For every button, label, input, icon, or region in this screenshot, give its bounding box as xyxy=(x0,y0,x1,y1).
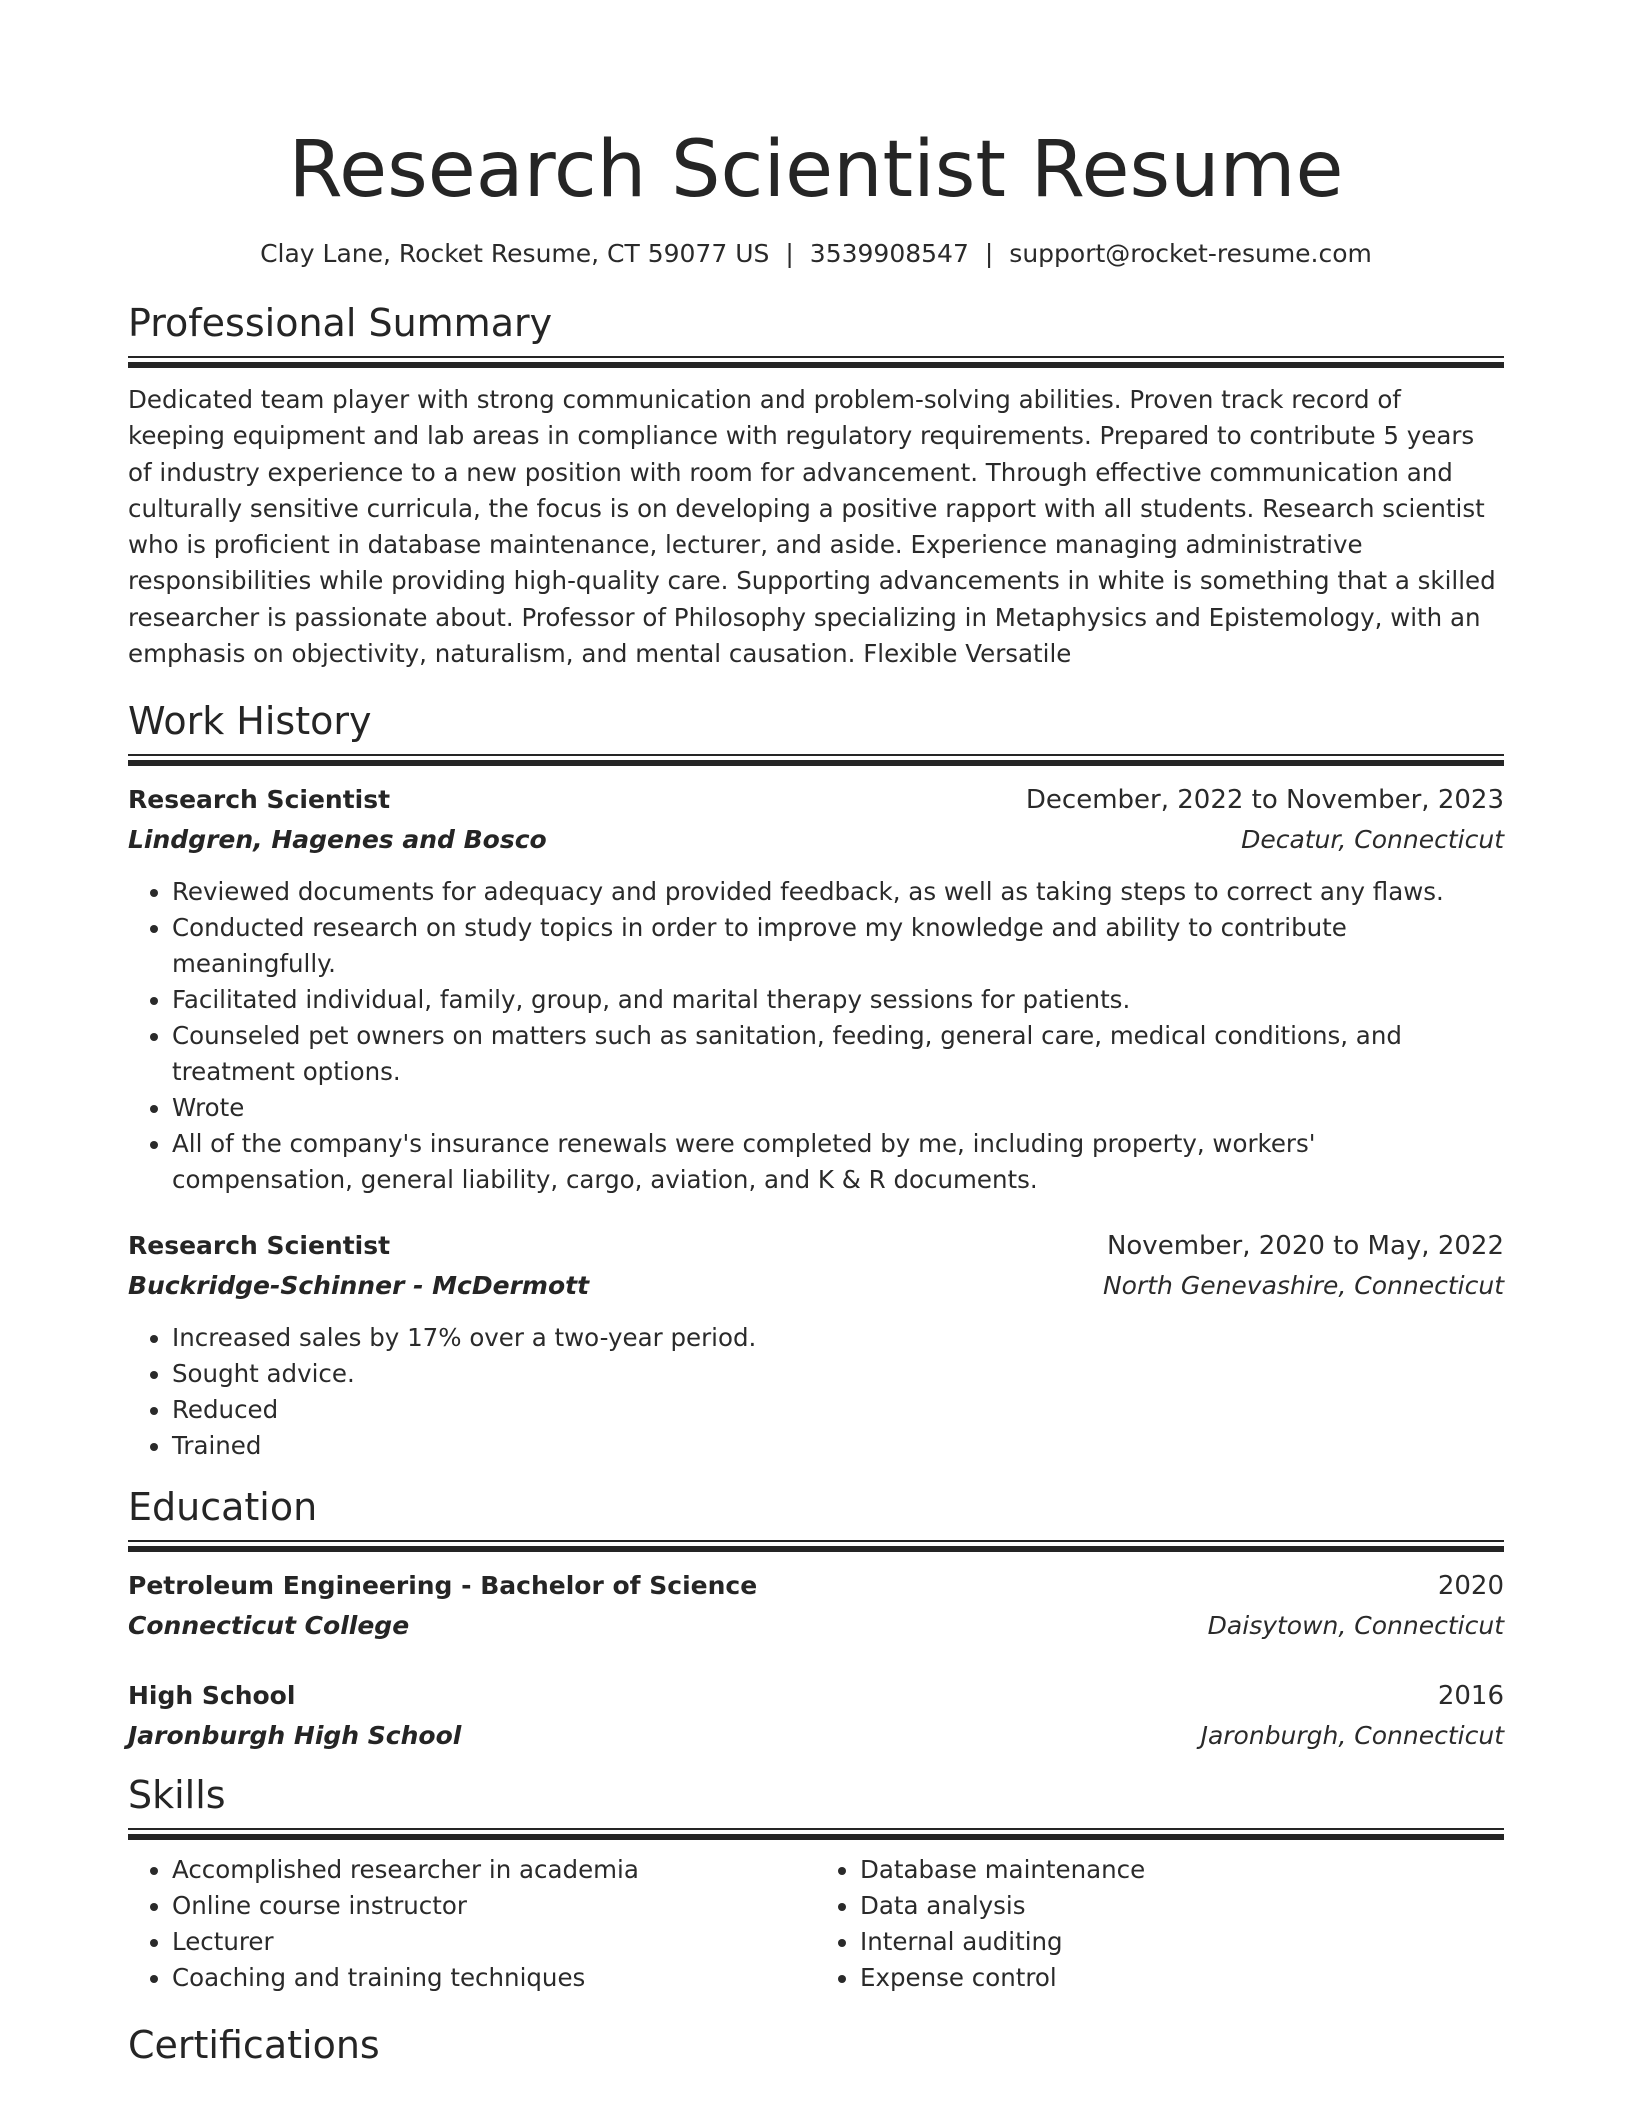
skill-item: • Internal auditing xyxy=(860,1924,1504,1960)
job-location: Decatur, Connecticut xyxy=(1241,825,1504,855)
section-divider xyxy=(128,356,1504,368)
job-bullet: • Reduced xyxy=(172,1392,1504,1428)
job-bullet: • Reviewed documents for adequacy and provided feedback, as well as taking steps to correct any flaws. xyxy=(172,874,1504,910)
job-company-row xyxy=(128,820,1504,860)
contact-separator: | xyxy=(785,239,794,268)
education-header-row xyxy=(128,1566,1504,1606)
job-bullet-list xyxy=(128,1320,1504,1464)
education-year: 2020 xyxy=(1437,1571,1504,1602)
skill-item: • Accomplished researcher in academia xyxy=(172,1852,816,1888)
job-header-row xyxy=(128,780,1504,820)
job-entry xyxy=(128,1226,1504,1464)
skills-list-right xyxy=(816,1852,1504,1996)
skill-item: • Data analysis xyxy=(860,1888,1504,1924)
skill-item: • Online course instructor xyxy=(172,1888,816,1924)
education-school-row xyxy=(128,1716,1504,1756)
contact-phone: 3539908547 xyxy=(809,239,969,268)
resume-title: Research Scientist Resume xyxy=(288,125,1344,215)
job-bullet: • Conducted research on study topics in order to improve my knowledge and ability to contribute meaningfully. xyxy=(172,910,1504,982)
education-entry xyxy=(128,1566,1504,1646)
education-school: Jaronburgh High School xyxy=(128,1721,462,1751)
contact-line xyxy=(128,238,1504,270)
summary-text: Dedicated team player with strong communication and problem-solving abilities. Proven track record of keeping equipment and lab areas in compliance with regulatory requirements. Prepared to contribute 5 years of industry experience to a new position with room for advancement. Through effective communication and culturally sensitive curricula, the focus is on developing a positive rapport with all students. Research scientist who is proficient in database maintenance, lecturer, and aside. Experience managing administrative responsibilities while providing high-quality care. Supporting advancements in white is something that a skilled researcher is passionate about. Professor of Philosophy specializing in Metaphysics and Epistemology, with an emphasis on objectivity, naturalism, and mental causation. Flexible Versatile xyxy=(128,385,1496,669)
job-bullet: • Trained xyxy=(172,1428,1504,1464)
job-bullet: • Sought advice. xyxy=(172,1356,1504,1392)
job-bullet: • Counseled pet owners on matters such as sanitation, feeding, general care, medical conditions, and treatment options. xyxy=(172,1018,1504,1090)
section-divider xyxy=(128,1540,1504,1552)
skill-item: • Database maintenance xyxy=(860,1852,1504,1888)
education-school: Connecticut College xyxy=(128,1611,410,1641)
education-school-row xyxy=(128,1606,1504,1646)
education-degree: Petroleum Engineering - Bachelor of Science xyxy=(128,1571,758,1601)
skills-grid xyxy=(128,1852,1504,1996)
contact-email: support@rocket-resume.com xyxy=(1009,239,1372,268)
skills-section xyxy=(128,1772,1504,1996)
contact-separator: | xyxy=(984,239,994,268)
contact-address: Clay Lane, Rocket Resume, CT 59077 US xyxy=(260,239,770,268)
education-location: Daisytown, Connecticut xyxy=(1207,1611,1504,1641)
job-header-row xyxy=(128,1226,1504,1266)
job-dates: November, 2020 to May, 2022 xyxy=(1106,1231,1504,1262)
section-heading-certifications: Certifications xyxy=(128,2023,380,2068)
section-heading-education: Education xyxy=(128,1485,318,1530)
job-bullet: • Facilitated individual, family, group, and marital therapy sessions for patients. xyxy=(172,982,1504,1018)
job-title: Research Scientist xyxy=(128,1231,391,1261)
job-bullet: • Increased sales by 17% over a two-year period. xyxy=(172,1320,1504,1356)
job-entry xyxy=(128,780,1504,1198)
job-bullet: • Wrote xyxy=(172,1090,1504,1126)
section-heading-summary: Professional Summary xyxy=(128,301,553,345)
job-dates: December, 2022 to November, 2023 xyxy=(1025,785,1504,816)
education-year: 2016 xyxy=(1437,1681,1504,1712)
education-entry xyxy=(128,1676,1504,1756)
job-location: North Genevashire, Connecticut xyxy=(1102,1271,1504,1301)
education-section xyxy=(128,1484,1504,1756)
section-divider xyxy=(128,1828,1504,1840)
certifications-section xyxy=(128,2022,1504,2068)
job-bullet-list xyxy=(128,874,1504,1198)
section-heading-skills: Skills xyxy=(128,1773,226,1818)
skill-item: • Expense control xyxy=(860,1960,1504,1996)
section-heading-work-history: Work History xyxy=(128,699,372,744)
education-header-row xyxy=(128,1676,1504,1716)
work-history-section xyxy=(128,698,1504,1464)
skill-item: • Coaching and training techniques xyxy=(172,1960,816,1996)
skills-list-left xyxy=(128,1852,816,1996)
section-divider xyxy=(128,754,1504,766)
education-degree: High School xyxy=(128,1681,296,1711)
skill-item: • Lecturer xyxy=(172,1924,816,1960)
summary-section xyxy=(128,300,1504,672)
job-title: Research Scientist xyxy=(128,785,391,815)
job-company: Lindgren, Hagenes and Bosco xyxy=(128,825,547,855)
education-location: Jaronburgh, Connecticut xyxy=(1200,1721,1504,1751)
job-company: Buckridge-Schinner - McDermott xyxy=(128,1271,590,1301)
job-company-row xyxy=(128,1266,1504,1306)
job-bullet: • All of the company's insurance renewals were completed by me, including property, workers' compensation, general liability, cargo, aviation, and K & R documents. xyxy=(172,1126,1504,1198)
